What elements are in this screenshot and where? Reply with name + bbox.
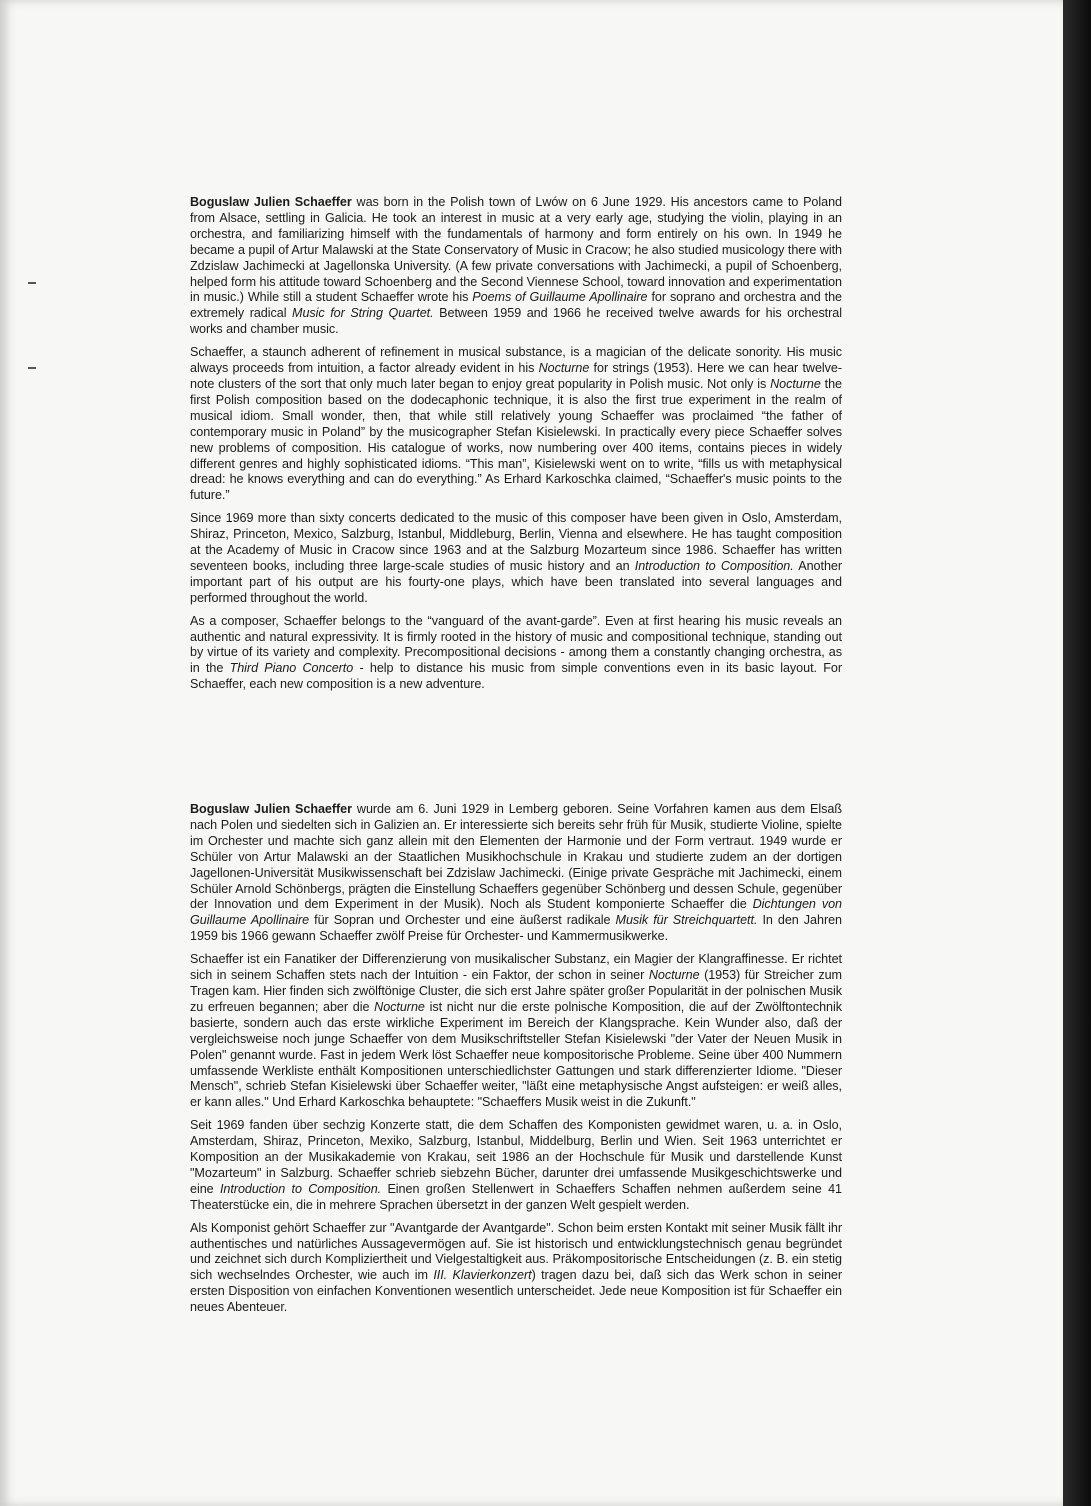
german-biography bbox=[190, 802, 842, 1323]
paragraph: Schaeffer ist ein Fanatiker der Differenzierung von musikalischer Substanz, ein Magier der Klangraffinesse. Er richtet sich in seinem Schaffen stets nach der Intuition - ein Faktor, der schon in seiner Nocturne (1953) für Streicher zum Tragen kam. Hier finden sich zwölftönige Cluster, die sich erst Jahre später großer Popularität in der polnischen Musik zu erfreuen begannen; aber die Nocturne ist nicht nur die erste polnische Komposition, die auf der Zwölftontechnik basierte, sondern auch das erste wirkliche Experiment im Bereich der Klangsprache. Kein Wunder also, daß der vergleichsweise noch junge Schaeffer von dem Musikschriftsteller Stefan Kisielewski "der Vater der Neuen Musik in Polen" genannt wurde. Fast in jedem Werk löst Schaeffer neue kompositorische Probleme. Seine über 400 Nummern umfassende Werkliste enthält Kompositionen unterschiedlichster Gattungen und stark differenzierter Idiome. "Dieser Mensch", schrieb Stefan Kisielewski über Schaeffer weiter, "läßt eine metaphysische Angst aufsteigen: er weiß alles, er kann alles." Und Erhard Karkoschka behauptete: "Schaeffers Musik weist in die Zukunft." bbox=[190, 952, 843, 1110]
work-title: Introduction to Composition. bbox=[219, 1181, 382, 1196]
binding-mark bbox=[28, 367, 36, 369]
work-title: Poems of Guillaume Apollinaire bbox=[472, 290, 648, 305]
paragraph: Seit 1969 fanden über sechzig Konzerte statt, die dem Schaffen des Komponisten gewidmet waren, u. a. in Oslo, Amsterdam, Shiraz, Princeton, Mexiko, Salzburg, Istanbul, Middelburg, Berlin und Wien. Seit 1963 unterrichtet er Komposition an der Musikakademie von Krakau, seit 1986 an der Hochschule für Musik und darstellende Kunst "Mozarteum" in Salzburg. Schaeffer schrieb siebzehn Bücher, darunter drei umfassende Musikgeschichtswerke und eine Introduction to Composition. Einen großen Stellenwert in Schaeffers Schaffen nehmen außerdem seine 41 Theaterstücke ein, die in mehrere Sprachen übersetzt in der ganzen Welt gespielt werden. bbox=[190, 1118, 842, 1212]
paragraph: Boguslaw Julien Schaeffer wurde am 6. Juni 1929 in Lemberg geboren. Seine Vorfahren kamen aus dem Elsaß nach Polen und siedelten sich in Galizien an. Er interessierte sich bereits sehr früh für Musik, studierte Violine, spielte im Orchester und machte sich ganz allein mit den Elementen der Harmonie und der Form vertraut. 1949 wurde er Schüler von Artur Malawski an der Staatlichen Musikhochschule in Krakau und studierte zudem an der dortigen Jagellonen-Universität Musikwissenschaft bei Zdzislaw Jachimecki. (Einige private Gespräche mit Jachimecki, einem Schüler Arnold Schönbergs, prägten die Einstellung Schaeffers gegenüber Schönberg und dessen Schule, gegenüber der Innovation und dem Experiment in der Musik). Noch als Student komponierte Schaeffer die Dichtungen von Guillaume Apollinaire für Sopran und Orchester und eine äußerst radikale Musik für Streichquartett. In den Jahren 1959 bis 1966 gewann Schaeffer zwölf Preise für Orchester- und Kammermusikwerke. bbox=[190, 802, 843, 944]
work-title: Nocturne bbox=[770, 376, 821, 391]
scan-edge bbox=[1063, 0, 1091, 1506]
work-title: Musik für Streichquartett. bbox=[615, 913, 758, 928]
paragraph: Als Komponist gehört Schaeffer zur "Avantgarde der Avantgarde". Schon beim ersten Kontakt mit seiner Musik fällt ihr authentisches und natürliches Aussagevermögen auf. Sie ist historisch und entwicklungstechnisch genau begründet und zeichnet sich durch Kompliziertheit und Vielgestaltigkeit aus. Präkompositorische Entscheidungen (z. B. ein stetig sich wechselndes Orchester, wie auch im III. Klavierkonzert) tragen dazu bei, daß sich das Werk schon in seiner ersten Disposition von einfachen Konventionen wesentlich unterscheidet. Jede neue Komposition ist für Schaeffer ein neues Abenteuer. bbox=[190, 1220, 842, 1315]
english-biography bbox=[190, 195, 842, 700]
binding-mark bbox=[28, 282, 36, 284]
paragraph: Since 1969 more than sixty concerts dedicated to the music of this composer have been given in Oslo, Amsterdam, Shiraz, Princeton, Mexico, Salzburg, Istanbul, Middleburg, Berlin, Vienna and elsewhere. He has taught composition at the Academy of Music in Cracow since 1963 and at the Salzburg Mozarteum since 1986. Schaeffer has written seventeen books, including three large-scale studies of music history and an Introduction to Composition. Another important part of his output are his fourty-one plays, which have been translated into several languages and performed throughout the world. bbox=[190, 511, 843, 605]
paragraph: As a composer, Schaeffer belongs to the “vanguard of the avant-garde”. Even at first hearing his music reveals an authentic and natural expressivity. It is firmly rooted in the history of music and compositional technique, standing out by virtue of its variety and complexity. Precompositional decisions - among them a constantly changing orchestra, as in the Third Piano Concerto - help to distance his music from simple conventions even in its basic layout. For Schaeffer, each new composition is a new adventure. bbox=[190, 613, 842, 692]
work-title: Dichtungen von Guillaume Apollinaire bbox=[190, 897, 842, 928]
paragraph: Schaeffer, a staunch adherent of refinement in musical substance, is a magician of the delicate sonority. His music always proceeds from intuition, a factor already evident in his Nocturne for strings (1953). Here we can hear twelve-note clusters of the sort that only much later began to enjoy great popularity in Polish music. Not only is Nocturne the first Polish composition based on the dodecaphonic technique, it is also the first true experiment in the realm of musical idiom. Small wonder, then, that while still relatively young Schaeffer was proclaimed “the father of contemporary music in Poland” by the musicographer Stefan Kisielewski. In practically every piece Schaeffer solves new problems of composition. His catalogue of works, now numbering over 400 items, contains pieces in widely different genres and highly sophisticated idioms. “This man”, Kisielewski went on to write, “fills us with metaphysical dread: he knows everything and can do everything.” As Erhard Karkoschka claimed, “Schaeffer's music points to the future.” bbox=[190, 345, 842, 503]
work-title: Nocturne bbox=[374, 999, 425, 1014]
work-title: Music for String Quartet. bbox=[292, 306, 434, 321]
work-title: Introduction to Composition. bbox=[634, 558, 794, 573]
work-title: Third Piano Concerto bbox=[229, 661, 354, 676]
composer-name: Boguslaw Julien Schaeffer bbox=[190, 195, 352, 209]
work-title: Nocturne bbox=[538, 361, 590, 376]
paragraph: Boguslaw Julien Schaeffer was born in the Polish town of Lwów on 6 June 1929. His ancestors came to Poland from Alsace, settling in Galicia. He took an interest in music at a very early age, studying the violin, playing in an orchestra, and familiarizing himself with the fundamentals of harmony and form entirely on his own. In 1949 he became a pupil of Artur Malawski at the State Conservatory of Music in Cracow; he also studied musicology there with Zdzislaw Jachimecki at Jagellonska University. (A few private conversations with Jachimecki, a pupil of Schoenberg, helped form his attitude toward Schoenberg and the Second Viennese School, toward innovation and experimentation in music.) While still a student Schaeffer wrote his Poems of Guillaume Apollinaire for soprano and orchestra and the extremely radical Music for String Quartet. Between 1959 and 1966 he received twelve awards for his orchestral works and chamber music. bbox=[190, 195, 843, 337]
composer-name: Boguslaw Julien Schaeffer bbox=[190, 802, 352, 816]
work-title: Nocturne bbox=[648, 968, 700, 983]
work-title: III. Klavierkonzert bbox=[433, 1268, 532, 1283]
